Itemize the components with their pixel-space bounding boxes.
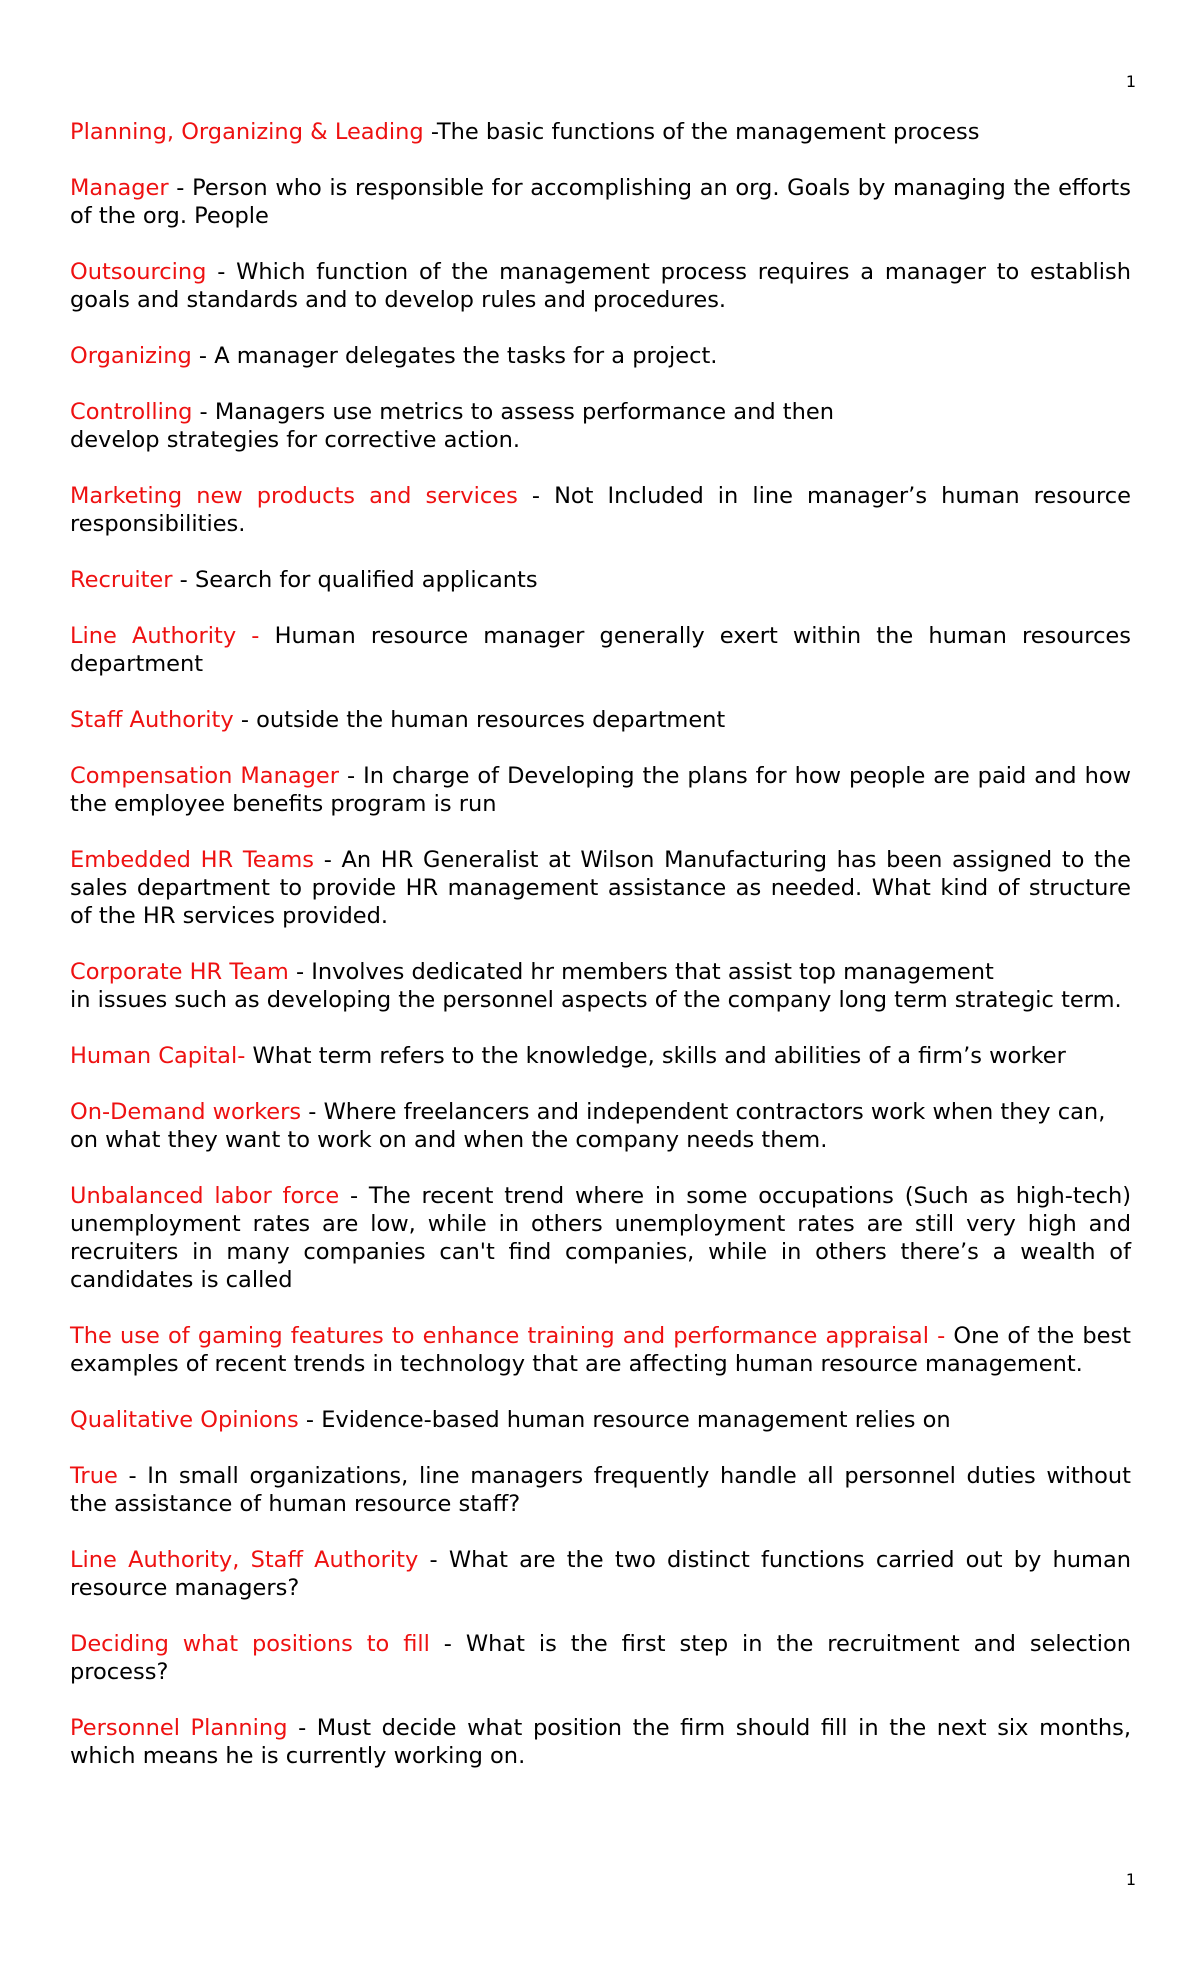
glossary-entry	[70, 342, 1131, 370]
entry-definition: What are the two distinct functions carried out by human resource managers?	[70, 1547, 1131, 1601]
glossary-entry	[70, 706, 1131, 734]
entry-separator: -	[191, 343, 215, 369]
entry-separator: -	[206, 259, 237, 285]
entry-separator: -	[172, 567, 195, 593]
page-number-top: 1	[1125, 72, 1136, 91]
glossary-entry	[70, 1098, 1131, 1154]
entry-term: Organizing	[70, 343, 192, 369]
entry-definition: A manager delegates the tasks for a project.	[214, 343, 718, 369]
entry-definition: What term refers to the knowledge, skills and abilities of a firm’s worker	[252, 1043, 1066, 1069]
glossary-entry	[70, 1546, 1131, 1602]
glossary-entry	[70, 846, 1131, 930]
entry-term: Marketing new products and services	[70, 483, 518, 509]
entry-separator: -	[117, 1463, 148, 1489]
entry-definition: Search for qualified applicants	[194, 567, 538, 593]
entry-term: Embedded HR Teams	[70, 847, 315, 873]
entry-definition: Where freelancers and independent contractors work when they can, on what they want to work on and when the company needs them.	[70, 1099, 1106, 1153]
glossary-entry	[70, 1322, 1131, 1378]
entry-term: Staff Authority	[70, 707, 234, 733]
glossary-entry	[70, 258, 1131, 314]
entry-term: Planning, Organizing & Leading	[70, 119, 424, 145]
entry-separator: -	[288, 959, 312, 985]
entry-term: Compensation Manager	[70, 763, 340, 789]
page-number-bottom: 1	[1125, 1870, 1136, 1889]
glossary-entry	[70, 482, 1131, 538]
entry-term: Unbalanced labor force	[70, 1183, 340, 1209]
glossary-entry	[70, 1406, 1131, 1434]
entry-definition: In charge of Developing the plans for how people are paid and how the employee benefits program is run	[70, 763, 1131, 817]
entry-separator: -	[168, 175, 193, 201]
entry-term: Outsourcing	[70, 259, 207, 285]
entry-definition: An HR Generalist at Wilson Manufacturing has been assigned to the sales department to provide HR management assistance as needed. What kind of structure of the HR services provided.	[70, 847, 1131, 929]
entry-definition: Human resource manager generally exert within the human resources department	[70, 623, 1132, 677]
entry-separator: -	[423, 119, 437, 145]
entry-term: Controlling	[70, 399, 193, 425]
entry-separator: -	[298, 1407, 322, 1433]
entry-definition: Must decide what position the firm should fill in the next six months, which means he is currently working on.	[70, 1715, 1131, 1769]
entry-term: Human Capital-	[70, 1043, 246, 1069]
entry-term: Line Authority, Staff Authority	[70, 1547, 419, 1573]
entry-definition: The basic functions of the management process	[436, 119, 980, 145]
glossary-entry	[70, 1462, 1131, 1518]
entry-term: On-Demand workers	[70, 1099, 302, 1125]
entry-term: Manager	[70, 175, 169, 201]
entry-term: Line Authority -	[70, 623, 260, 649]
glossary-entry	[70, 762, 1131, 818]
entry-definition: Not Included in line manager’s human resource responsibilities.	[70, 483, 1131, 537]
entry-term: The use of gaming features to enhance training and performance appraisal -	[70, 1323, 946, 1349]
glossary-entry	[70, 566, 1131, 594]
entry-term: Personnel Planning	[70, 1715, 288, 1741]
entry-term: True	[70, 1463, 118, 1489]
entry-definition: Managers use metrics to assess performance and then develop strategies for corrective action.	[70, 399, 834, 453]
entry-separator: -	[233, 707, 257, 733]
glossary-entry	[70, 1042, 1131, 1070]
entry-term: Recruiter	[70, 567, 173, 593]
entry-term: Qualitative Opinions	[70, 1407, 299, 1433]
glossary-list	[70, 118, 1131, 1798]
glossary-entry	[70, 1630, 1131, 1686]
entry-separator: -	[517, 483, 555, 509]
glossary-entry	[70, 398, 1131, 454]
glossary-entry	[70, 118, 1131, 146]
entry-separator: -	[301, 1099, 324, 1125]
entry-definition: Evidence-based human resource management relies on	[321, 1407, 951, 1433]
entry-separator: -	[429, 1631, 466, 1657]
entry-definition: Involves dedicated hr members that assist top management in issues such as developing the personnel aspects of the company long term strategic term.	[70, 959, 1122, 1013]
entry-term: Corporate HR Team	[70, 959, 289, 985]
glossary-entry	[70, 622, 1131, 678]
entry-separator: -	[418, 1547, 449, 1573]
entry-separator: -	[339, 763, 364, 789]
entry-definition: Which function of the management process requires a manager to establish goals and standards and to develop rules and procedures.	[70, 259, 1131, 313]
glossary-entry	[70, 174, 1131, 230]
entry-definition: outside the human resources department	[256, 707, 726, 733]
entry-separator: -	[192, 399, 215, 425]
glossary-entry	[70, 958, 1131, 1014]
glossary-entry	[70, 1182, 1131, 1294]
entry-separator	[259, 623, 274, 649]
glossary-entry	[70, 1714, 1131, 1770]
entry-separator: -	[287, 1715, 317, 1741]
entry-definition: The recent trend where in some occupations (Such as high-tech) unemployment rates are low, while in others unemployment rates are still very high and recruiters in many companies can't find companies, while in others there’s a wealth of candidates is called	[70, 1183, 1131, 1293]
entry-definition: What is the first step in the recruitment and selection process?	[70, 1631, 1131, 1685]
entry-definition: One of the best examples of recent trends in technology that are affecting human resource management.	[70, 1323, 1131, 1377]
entry-separator: -	[339, 1183, 369, 1209]
entry-separator: -	[314, 847, 342, 873]
entry-term: Deciding what positions to fill	[70, 1631, 430, 1657]
entry-definition: Person who is responsible for accomplishing an org. Goals by managing the efforts of the org. People	[70, 175, 1131, 229]
entry-definition: In small organizations, line managers frequently handle all personnel duties without the assistance of human resource staff?	[70, 1463, 1131, 1517]
